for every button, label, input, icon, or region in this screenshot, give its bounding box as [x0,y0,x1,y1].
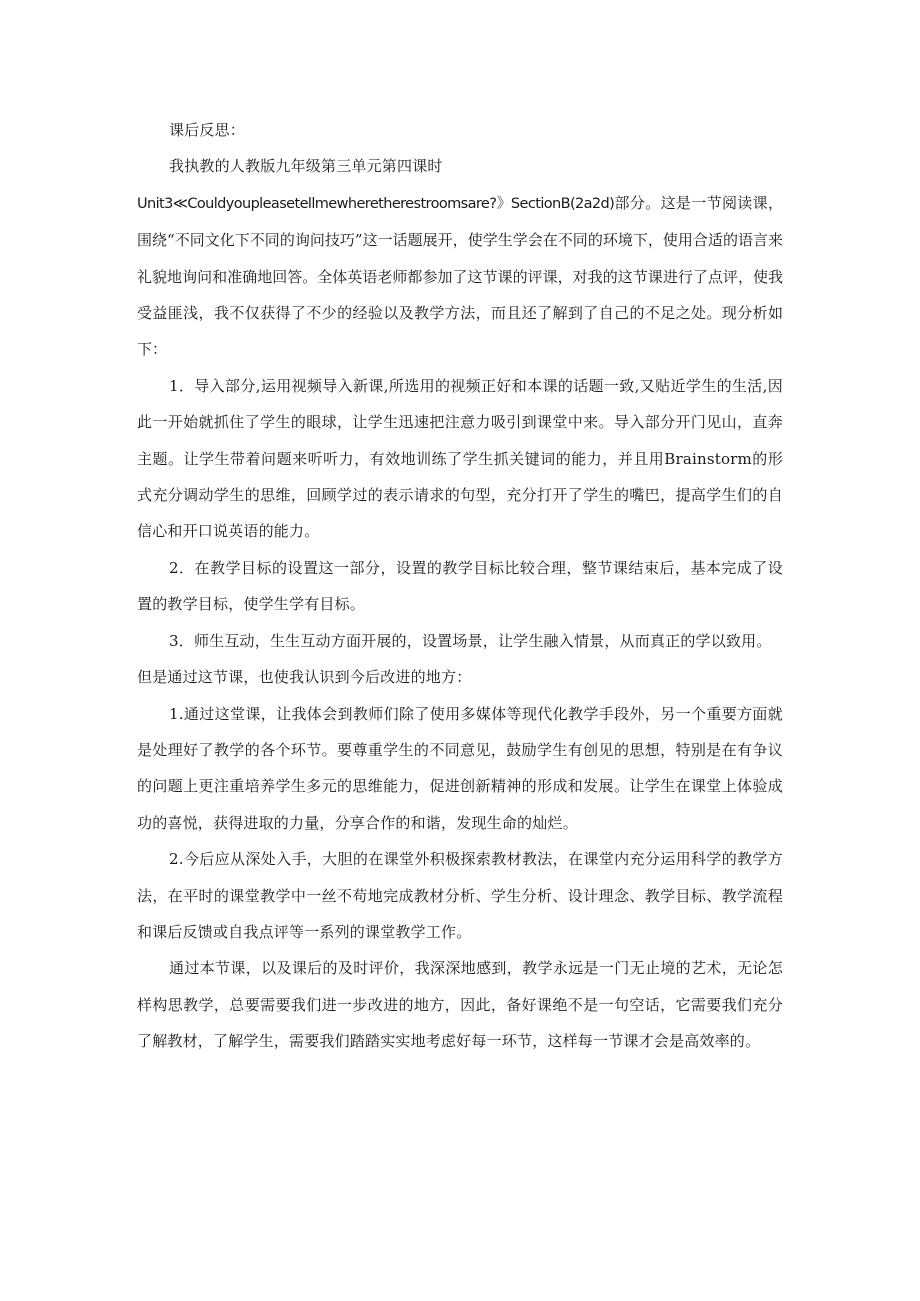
strength-item-3: 3．师生互动，生生互动方面开展的，设置场景，让学生融入情景，从而真正的学以致用。 [169,631,772,650]
unit-title: Unit3≪Couldyoupleasetellmewheretherestroomsare?》SectionB(2a2d) [137,195,615,212]
improvement-item-1: 1.通过这堂课，让我体会到教师们除了使用多媒体等现代化教学手段外，另一个重要方面就是处理好了教学的各个环节。要尊重学生的不同意见，鼓励学生有创见的思想，特别是在有争议的问题上更注重培养学生多元的思维能力，促进创新精神的形成和发展。让学生在课堂上体验成功的喜悦，获得进取的力量，分享合作的和谐，发现生命的灿烂。 [137,704,783,832]
intro-paragraph [137,185,783,368]
intro-continued: 部分。这是一节阅读课，围绕“不同文化下不同的询问技巧”这一话题展开，使学生学会在不同的环境下，使用合适的语言来礼貌地询问和准确地回答。全体英语老师都参加了这节课的评课，对我的这节课进行了点评，使我受益匪浅，我不仅获得了不少的经验以及教学方法，而且还了解到了自己的不足之处。现分析如下： [137,193,783,359]
conclusion-paragraph: 通过本节课，以及课后的及时评价，我深深地感到，教学永远是一门无止境的艺术，无论怎样构思教学，总要需要我们进一步改进的地方，因此，备好课绝不是一句空话，它需要我们充分了解教材，了解学生，需要我们踏踏实实地考虑好每一环节，这样每一节课才会是高效率的。 [137,959,783,1051]
document-body [137,112,783,1060]
reflection-heading: 课后反思： [169,121,246,139]
improvement-item-2: 2.今后应从深处入手，大胆的在课堂外积极探索教材教法，在课堂内充分运用科学的教学方法，在平时的课堂教学中一丝不苟地完成教材分析、学生分析、设计理念、教学目标、教学流程和课后反馈或自我点评等一系列的课堂教学工作。 [137,850,783,941]
transition-line: 但是通过这节课，也使我认识到今后改进的地方： [137,668,472,687]
intro-line: 我执教的人教版九年级第三单元第四课时 [169,157,443,176]
strength-item-1: 1．导入部分,运用视频导入新课,所选用的视频正好和本课的话题一致,又贴近学生的生活,因此一开始就抓住了学生的眼球，让学生迅速把注意力吸引到课堂中来。导入部分开门见山，直奔主题。让学生带着问题来听听力，有效地训练了学生抓关键词的能力，并且用Brainstorm的形式充分调动学生的思维，回顾学过的表示请求的句型，充分打开了学生的嘴巴，提高学生们的自信心和开口说英语的能力。 [137,376,783,541]
strength-item-2: 2．在教学目标的设置这一部分，设置的教学目标比较合理，整节课结束后，基本完成了设置的教学目标，使学生学有目标。 [137,558,783,614]
